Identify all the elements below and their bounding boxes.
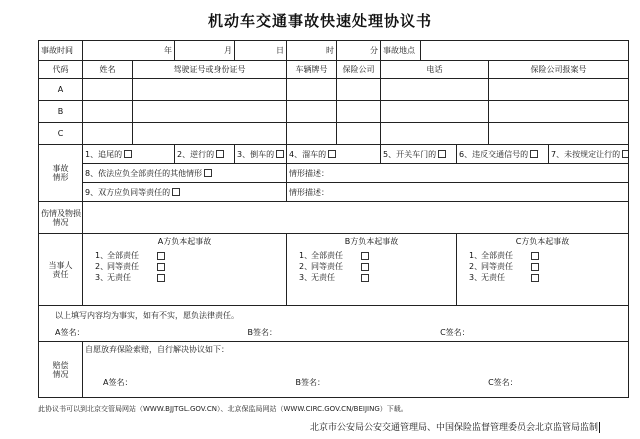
responsibility-label: 当事人 责任: [39, 234, 83, 306]
party-row: [39, 123, 629, 145]
party-policy-field[interactable]: [489, 79, 629, 101]
party-b-responsibility: B方负本起事故 1、全部责任 2、同等责任 3、无责任: [287, 234, 457, 306]
code-header: 代码: [39, 61, 83, 79]
compensation-cell[interactable]: [83, 342, 629, 398]
form-title: 机动车交通事故快速处理协议书: [207, 12, 432, 30]
party-c-responsibility: C方负本起事故 1、全部责任 2、同等责任 3、无责任: [457, 234, 629, 306]
checkbox-icon[interactable]: [531, 274, 539, 282]
responsibility-column-title: A方负本起事故: [157, 237, 212, 246]
situation-option[interactable]: 5、开关车门的: [381, 145, 457, 164]
situation-row-2: [39, 164, 629, 183]
situation-row-1: [39, 145, 629, 164]
compensation-label: 赔偿 情况: [39, 342, 83, 398]
situation-desc-8[interactable]: 情形描述：: [287, 164, 629, 183]
party-plate-field[interactable]: [287, 101, 337, 123]
checkbox-icon[interactable]: [157, 252, 165, 260]
checkbox-icon[interactable]: [172, 188, 180, 196]
checkbox-icon[interactable]: [124, 150, 132, 158]
comp-sign-b[interactable]: B签名：: [295, 378, 326, 387]
situation-option[interactable]: 2、逆行的: [175, 145, 235, 164]
checkbox-icon[interactable]: [276, 150, 284, 158]
name-header: 姓名: [83, 61, 133, 79]
checkbox-icon[interactable]: [622, 150, 628, 158]
party-license-field[interactable]: [133, 101, 287, 123]
responsibility-column-title: B方负本起事故: [344, 237, 399, 246]
situation-option-8[interactable]: 8、依法应负全部责任的其他情形: [83, 164, 287, 183]
accident-place-label: 事故地点: [381, 41, 421, 61]
checkbox-icon[interactable]: [361, 263, 369, 271]
license-header: 驾驶证号或身份证号: [133, 61, 287, 79]
checkbox-icon[interactable]: [361, 274, 369, 282]
compensation-row: [39, 342, 629, 398]
party-code: B: [39, 101, 83, 123]
sign-b[interactable]: B签名：: [247, 327, 278, 337]
accident-time-label: 事故时间: [39, 41, 83, 61]
responsibility-column-title: C方负本起事故: [515, 237, 570, 246]
comp-sign-c[interactable]: C签名：: [488, 378, 518, 387]
checkbox-icon[interactable]: [361, 252, 369, 260]
party-name-field[interactable]: [83, 79, 133, 101]
month-field[interactable]: 月: [175, 41, 235, 61]
situation-option[interactable]: 4、溜车的: [287, 145, 381, 164]
party-insurer-field[interactable]: [337, 79, 381, 101]
policy-header: 保险公司报案号: [489, 61, 629, 79]
party-code: A: [39, 79, 83, 101]
party-name-field[interactable]: [83, 123, 133, 145]
text-cursor: [599, 422, 600, 433]
checkbox-icon[interactable]: [531, 263, 539, 271]
party-phone-field[interactable]: [381, 101, 489, 123]
situation-desc-9[interactable]: 情形描述：: [287, 183, 629, 202]
day-field[interactable]: 日: [235, 41, 287, 61]
party-policy-field[interactable]: [489, 123, 629, 145]
checkbox-icon[interactable]: [157, 274, 165, 282]
plate-header: 车辆牌号: [287, 61, 337, 79]
hour-field[interactable]: 时: [287, 41, 337, 61]
party-a-responsibility: A方负本起事故 1、全部责任 2、同等责任 3、无责任: [83, 234, 287, 306]
party-code: C: [39, 123, 83, 145]
situation-option-9[interactable]: 9、双方应负同等责任的: [83, 183, 287, 202]
situation-option[interactable]: 3、倒车的: [235, 145, 287, 164]
party-insurer-field[interactable]: [337, 101, 381, 123]
party-phone-field[interactable]: [381, 123, 489, 145]
party-plate-field[interactable]: [287, 79, 337, 101]
accident-place-field[interactable]: [421, 41, 629, 61]
phone-header: 电话: [381, 61, 489, 79]
responsibility-row: [39, 234, 629, 306]
party-insurer-field[interactable]: [337, 123, 381, 145]
injury-row: [39, 202, 629, 234]
checkbox-icon[interactable]: [438, 150, 446, 158]
checkbox-icon[interactable]: [530, 150, 538, 158]
issuer-line: 北京市公安局公安交通管理局、中国保险监督管理委员会北京监管局监制: [309, 423, 598, 433]
situation-row-3: [39, 183, 629, 202]
declaration-text: 以上填写内容均为事实，如有不实，愿负法律责任。: [55, 310, 239, 320]
compensation-text: 自愿放弃保险索赔，自行解决协议如下：: [85, 345, 229, 354]
year-field[interactable]: 年: [83, 41, 175, 61]
checkbox-icon[interactable]: [531, 252, 539, 260]
checkbox-icon[interactable]: [216, 150, 224, 158]
party-policy-field[interactable]: [489, 101, 629, 123]
situation-option[interactable]: 7、未按规定让行的: [549, 145, 629, 164]
sign-c[interactable]: C签名：: [440, 327, 470, 337]
injury-label: 伤情及物损 情况: [39, 202, 83, 234]
party-plate-field[interactable]: [287, 123, 337, 145]
party-header-row: [39, 61, 629, 79]
party-row: [39, 79, 629, 101]
checkbox-icon[interactable]: [204, 169, 212, 177]
party-name-field[interactable]: [83, 101, 133, 123]
party-row: [39, 101, 629, 123]
insurer-header: 保险公司: [337, 61, 381, 79]
declaration-cell: [39, 306, 629, 342]
checkbox-icon[interactable]: [328, 150, 336, 158]
accident-agreement-form: [38, 40, 629, 398]
checkbox-icon[interactable]: [157, 263, 165, 271]
situation-option[interactable]: 1、追尾的: [83, 145, 175, 164]
comp-sign-a[interactable]: A签名：: [103, 378, 133, 387]
situation-option[interactable]: 6、违反交通信号的: [457, 145, 549, 164]
download-footnote: 此协议书可以到北京交管局网站（WWW.BJJTGL.GOV.CN）、北京保监局网站（WWW.CIRC.GOV.CN/BEIJING）下载。: [38, 405, 408, 413]
injury-field[interactable]: [83, 202, 629, 234]
situation-label: 事故 情形: [39, 145, 83, 202]
party-license-field[interactable]: [133, 79, 287, 101]
time-place-row: [39, 41, 629, 61]
declaration-row: [39, 306, 629, 342]
party-license-field[interactable]: [133, 123, 287, 145]
sign-a[interactable]: A签名：: [55, 327, 85, 337]
party-phone-field[interactable]: [381, 79, 489, 101]
minute-field[interactable]: 分: [337, 41, 381, 61]
